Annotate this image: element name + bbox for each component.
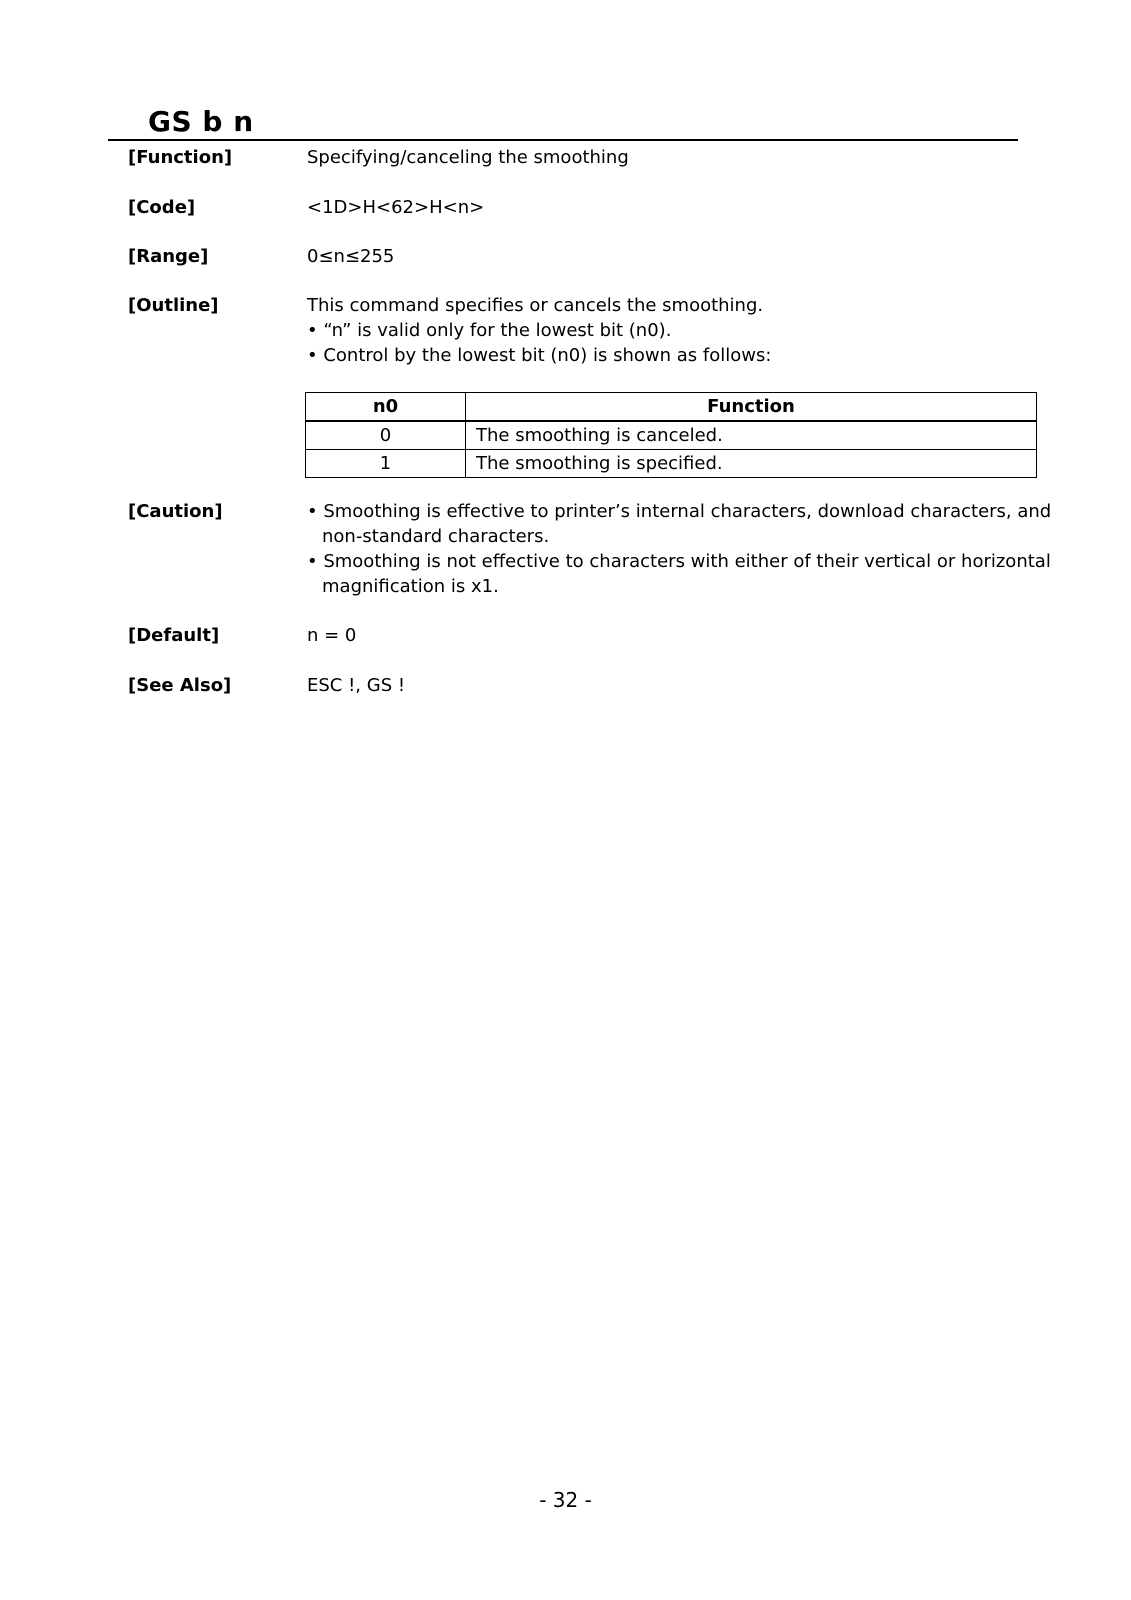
see-also-label: [See Also] [128,675,232,696]
outline-label: [Outline] [128,295,219,316]
caution-bullet-continuation: non-standard characters. [322,526,550,547]
outline-bullet: • Control by the lowest bit (n0) is shown as follows: [307,345,772,366]
function-label: [Function] [128,147,233,168]
table-header-function: Function [466,393,1037,422]
outline-bullet: • “n” is valid only for the lowest bit (n0). [307,320,672,341]
function-text: Specifying/canceling the smoothing [307,147,629,168]
caution-bullet: • Smoothing is not effective to characters with either of their vertical or horizontal [307,551,1051,572]
caution-label: [Caution] [128,501,223,522]
code-text: <1D>H<62>H<n> [307,197,485,218]
default-label: [Default] [128,625,220,646]
default-text: n = 0 [307,625,357,646]
outline-text: This command specifies or cancels the smoothing. [307,295,764,316]
table-cell-function: The smoothing is canceled. [466,421,1037,450]
caution-bullet: • Smoothing is effective to printer’s internal characters, download characters, and [307,501,1052,522]
page-title: GS b n [148,105,254,138]
range-label: [Range] [128,246,209,267]
range-text: 0≤n≤255 [307,246,395,267]
table-header-n0: n0 [306,393,466,422]
table-header-row [306,393,1037,422]
n0-function-table [305,392,1037,478]
caution-bullet-continuation: magnification is x1. [322,576,499,597]
table-row [306,421,1037,450]
table-row [306,450,1037,478]
page-number: - 32 - [539,1488,592,1512]
code-label: [Code] [128,197,196,218]
title-divider [108,139,1018,141]
table-cell-n0: 1 [306,450,466,478]
table-cell-function: The smoothing is specified. [466,450,1037,478]
see-also-text: ESC !, GS ! [307,675,406,696]
table-cell-n0: 0 [306,421,466,450]
